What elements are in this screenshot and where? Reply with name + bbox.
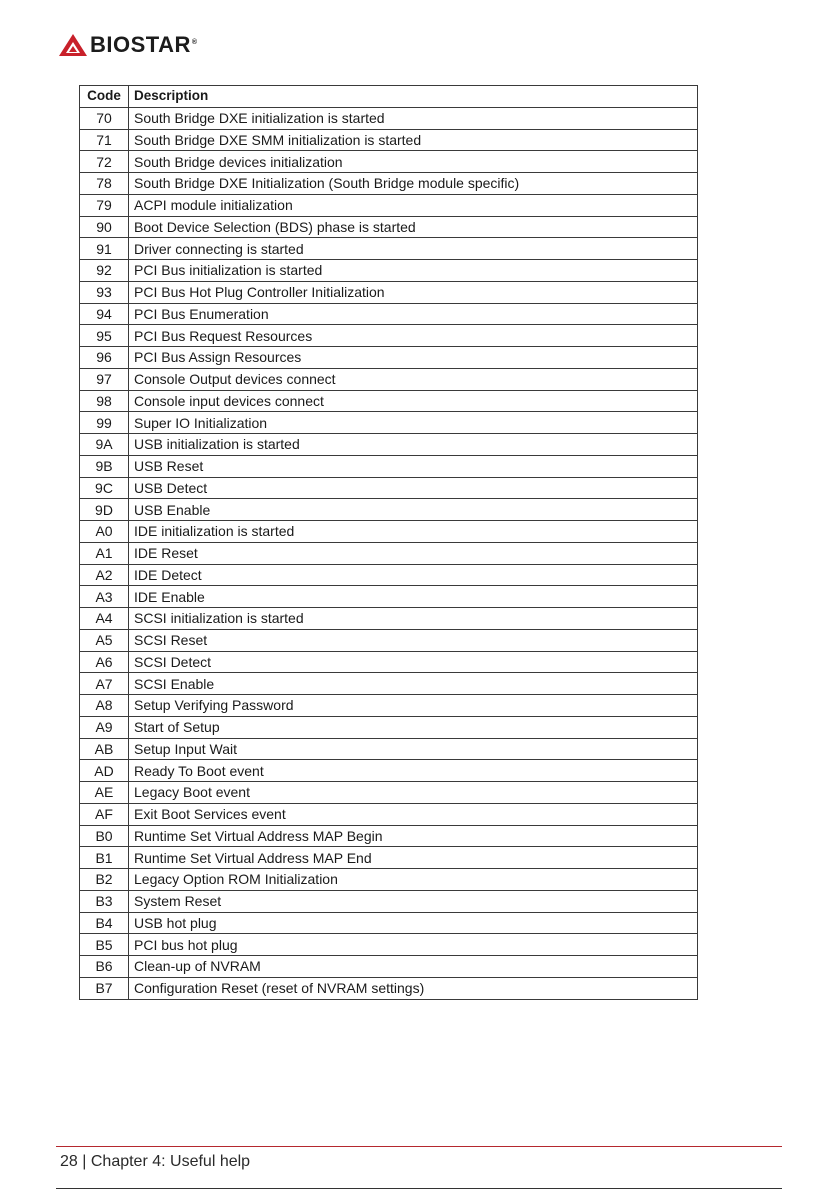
table-row <box>80 499 698 521</box>
description-cell: Super IO Initialization <box>129 412 698 434</box>
table-row <box>80 716 698 738</box>
description-cell: PCI Bus initialization is started <box>129 260 698 282</box>
description-cell: SCSI Reset <box>129 629 698 651</box>
description-cell: PCI Bus Request Resources <box>129 325 698 347</box>
post-code-cell: 9C <box>80 477 129 499</box>
logo-wordmark: BIOSTAR® <box>90 32 198 57</box>
table-row <box>80 608 698 630</box>
page-footer <box>60 1152 250 1172</box>
post-code-cell: 9B <box>80 455 129 477</box>
post-code-cell: 70 <box>80 107 129 129</box>
post-code-cell: A8 <box>80 695 129 717</box>
description-cell: South Bridge DXE Initialization (South Bridge module specific) <box>129 173 698 195</box>
post-code-cell: AF <box>80 803 129 825</box>
post-code-cell: A1 <box>80 542 129 564</box>
description-cell: PCI Bus Assign Resources <box>129 347 698 369</box>
biostar-logo <box>58 30 198 60</box>
description-cell: ACPI module initialization <box>129 194 698 216</box>
table-row <box>80 956 698 978</box>
table-row <box>80 260 698 282</box>
description-cell: SCSI Enable <box>129 673 698 695</box>
table-row <box>80 629 698 651</box>
table-row <box>80 564 698 586</box>
table-body <box>80 107 698 999</box>
table-row <box>80 238 698 260</box>
post-code-cell: 94 <box>80 303 129 325</box>
table-row <box>80 347 698 369</box>
description-cell: Console input devices connect <box>129 390 698 412</box>
column-header-code: Code <box>80 86 129 108</box>
post-code-cell: B0 <box>80 825 129 847</box>
post-code-cell: 72 <box>80 151 129 173</box>
description-cell: South Bridge DXE SMM initialization is started <box>129 129 698 151</box>
post-code-table <box>79 85 698 1000</box>
description-cell: Runtime Set Virtual Address MAP Begin <box>129 825 698 847</box>
post-code-cell: B3 <box>80 890 129 912</box>
description-cell: USB Enable <box>129 499 698 521</box>
post-code-cell: B4 <box>80 912 129 934</box>
table-row <box>80 586 698 608</box>
description-cell: Runtime Set Virtual Address MAP End <box>129 847 698 869</box>
post-code-cell: AE <box>80 782 129 804</box>
table-row <box>80 760 698 782</box>
description-cell: SCSI initialization is started <box>129 608 698 630</box>
description-cell: Ready To Boot event <box>129 760 698 782</box>
post-code-cell: 93 <box>80 281 129 303</box>
description-cell: Start of Setup <box>129 716 698 738</box>
table-row <box>80 869 698 891</box>
table-row <box>80 216 698 238</box>
table-row <box>80 173 698 195</box>
description-cell: Console Output devices connect <box>129 368 698 390</box>
table-row <box>80 434 698 456</box>
description-cell: Configuration Reset (reset of NVRAM settings) <box>129 977 698 999</box>
table-row <box>80 521 698 543</box>
description-cell: Setup Input Wait <box>129 738 698 760</box>
table-row <box>80 782 698 804</box>
description-cell: USB initialization is started <box>129 434 698 456</box>
table-row <box>80 695 698 717</box>
chapter-title: Chapter 4: Useful help <box>90 1153 251 1170</box>
post-code-cell: B6 <box>80 956 129 978</box>
description-cell: PCI Bus Enumeration <box>129 303 698 325</box>
footer-separator: | <box>82 1153 87 1170</box>
table-row <box>80 934 698 956</box>
post-code-cell: A9 <box>80 716 129 738</box>
post-code-cell: 96 <box>80 347 129 369</box>
table-row <box>80 651 698 673</box>
post-code-cell: 98 <box>80 390 129 412</box>
table-row <box>80 673 698 695</box>
table-row <box>80 977 698 999</box>
table-row <box>80 890 698 912</box>
description-cell: PCI Bus Hot Plug Controller Initialization <box>129 281 698 303</box>
table-row <box>80 390 698 412</box>
post-code-cell: 92 <box>80 260 129 282</box>
table-row <box>80 803 698 825</box>
table-row <box>80 825 698 847</box>
table-row <box>80 325 698 347</box>
post-code-cell: 91 <box>80 238 129 260</box>
description-cell: SCSI Detect <box>129 651 698 673</box>
table-row <box>80 129 698 151</box>
table-row <box>80 412 698 434</box>
post-code-cell: 9A <box>80 434 129 456</box>
post-code-cell: B5 <box>80 934 129 956</box>
table-row <box>80 477 698 499</box>
footer-divider <box>56 1146 782 1147</box>
post-code-cell: 79 <box>80 194 129 216</box>
post-code-cell: AD <box>80 760 129 782</box>
table-row <box>80 151 698 173</box>
description-cell: IDE initialization is started <box>129 521 698 543</box>
description-cell: Legacy Boot event <box>129 782 698 804</box>
post-code-cell: A0 <box>80 521 129 543</box>
post-code-cell: 71 <box>80 129 129 151</box>
description-cell: Exit Boot Services event <box>129 803 698 825</box>
description-cell: System Reset <box>129 890 698 912</box>
table-row <box>80 107 698 129</box>
post-code-cell: 9D <box>80 499 129 521</box>
biostar-logo-icon <box>58 33 88 57</box>
post-code-cell: A5 <box>80 629 129 651</box>
description-cell: USB hot plug <box>129 912 698 934</box>
description-cell: IDE Reset <box>129 542 698 564</box>
post-code-cell: AB <box>80 738 129 760</box>
description-cell: Clean-up of NVRAM <box>129 956 698 978</box>
description-cell: USB Reset <box>129 455 698 477</box>
table-row <box>80 368 698 390</box>
description-cell: IDE Enable <box>129 586 698 608</box>
description-cell: Setup Verifying Password <box>129 695 698 717</box>
table-row <box>80 542 698 564</box>
post-code-cell: A2 <box>80 564 129 586</box>
post-code-cell: B2 <box>80 869 129 891</box>
description-cell: Driver connecting is started <box>129 238 698 260</box>
post-code-cell: 90 <box>80 216 129 238</box>
table-row <box>80 455 698 477</box>
post-code-cell: B1 <box>80 847 129 869</box>
table-row <box>80 281 698 303</box>
description-cell: IDE Detect <box>129 564 698 586</box>
table-row <box>80 738 698 760</box>
description-cell: USB Detect <box>129 477 698 499</box>
post-code-cell: 99 <box>80 412 129 434</box>
description-cell: PCI bus hot plug <box>129 934 698 956</box>
post-code-cell: A7 <box>80 673 129 695</box>
table-row <box>80 303 698 325</box>
post-code-cell: A3 <box>80 586 129 608</box>
post-code-cell: B7 <box>80 977 129 999</box>
page-number: 28 <box>60 1153 78 1170</box>
table-row <box>80 847 698 869</box>
post-code-cell: 95 <box>80 325 129 347</box>
description-cell: Boot Device Selection (BDS) phase is started <box>129 216 698 238</box>
post-code-cell: 97 <box>80 368 129 390</box>
post-code-cell: A6 <box>80 651 129 673</box>
table-header-row <box>80 86 698 108</box>
description-cell: Legacy Option ROM Initialization <box>129 869 698 891</box>
column-header-description: Description <box>129 86 698 108</box>
description-cell: South Bridge DXE initialization is started <box>129 107 698 129</box>
post-code-cell: 78 <box>80 173 129 195</box>
post-code-cell: A4 <box>80 608 129 630</box>
description-cell: South Bridge devices initialization <box>129 151 698 173</box>
table-row <box>80 912 698 934</box>
footer-bottom-rule <box>56 1188 782 1189</box>
table-row <box>80 194 698 216</box>
